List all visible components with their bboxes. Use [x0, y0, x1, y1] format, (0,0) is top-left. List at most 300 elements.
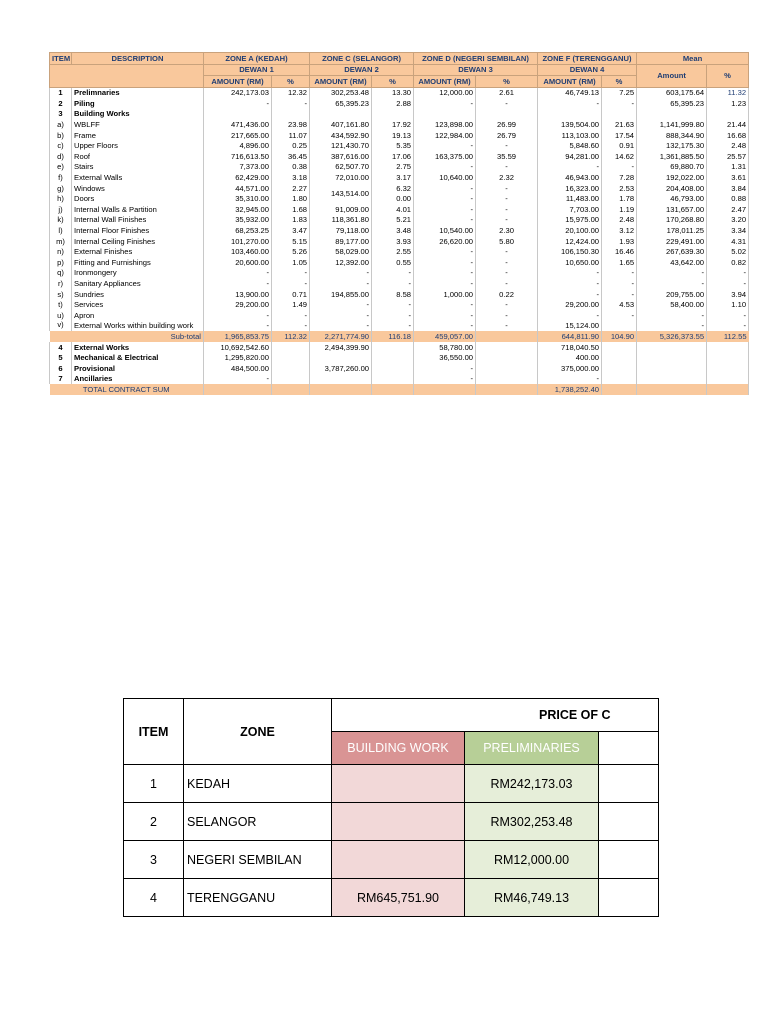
building-work-cell [332, 803, 465, 841]
pct-header: % [372, 76, 414, 88]
total-cell [637, 384, 707, 395]
table-row [50, 183, 749, 194]
amount-header: AMOUNT (RM) [538, 76, 602, 88]
total-cell [476, 384, 538, 395]
percent-cell: 2.48 [707, 141, 749, 152]
mean-amount-cell [637, 353, 707, 364]
percent-cell: 2.53 [602, 183, 637, 194]
table-row [50, 247, 749, 258]
amount-cell: - [414, 363, 476, 374]
amount-cell: 20,100.00 [538, 226, 602, 237]
building-work-header: BUILDING WORK [332, 732, 465, 765]
percent-cell: 1.49 [272, 300, 310, 311]
percent-cell: 1.65 [602, 257, 637, 268]
description-cell: Services [72, 300, 204, 311]
amount-cell: 1,141,999.80 [637, 120, 707, 131]
description-cell: Provisional [72, 363, 204, 374]
item-cell: s) [50, 289, 72, 300]
amount-cell: 35,932.00 [204, 215, 272, 226]
percent-cell: - [476, 204, 538, 215]
item-cell: t) [50, 300, 72, 311]
amount-cell: 29,200.00 [204, 300, 272, 311]
percent-cell: 3.18 [272, 173, 310, 184]
percent-cell: 21.44 [707, 120, 749, 131]
summary-blank-cell [599, 879, 659, 917]
percent-cell: 1.31 [707, 162, 749, 173]
amount-cell: - [204, 310, 272, 321]
percent-cell: - [372, 310, 414, 321]
amount-cell: - [414, 300, 476, 311]
table-row [50, 215, 749, 226]
amount-cell: - [204, 374, 272, 385]
amount-cell: 192,022.00 [637, 173, 707, 184]
amount-cell: - [637, 310, 707, 321]
mean-amount-cell [637, 363, 707, 374]
amount-cell: 603,175.64 [637, 87, 707, 98]
amount-cell: 29,200.00 [538, 300, 602, 311]
amount-cell: 2,494,399.90 [310, 342, 372, 353]
subtotal-percent [476, 331, 538, 342]
percent-cell: 0.55 [372, 257, 414, 268]
amount-cell: 471,436.00 [204, 120, 272, 131]
item-cell: d) [50, 151, 72, 162]
total-cell [310, 384, 372, 395]
summary-row [124, 803, 659, 841]
percent-cell: 12.32 [272, 87, 310, 98]
subtotal-amount: 644,811.90 [538, 331, 602, 342]
percent-cell: 2.30 [476, 226, 538, 237]
percent-cell: 23.98 [272, 120, 310, 131]
amount-cell: 3,787,260.00 [310, 363, 372, 374]
amount-cell: 209,755.00 [637, 289, 707, 300]
amount-cell: - [538, 278, 602, 289]
percent-cell: - [476, 98, 538, 109]
description-cell: Stairs [72, 162, 204, 173]
amount-cell: - [538, 98, 602, 109]
amount-cell: - [414, 310, 476, 321]
amount-cell [310, 353, 372, 364]
amount-cell: - [414, 98, 476, 109]
percent-cell [272, 353, 310, 364]
description-cell: Fitting and Furnishings [72, 257, 204, 268]
percent-cell: - [476, 215, 538, 226]
percent-cell: - [602, 98, 637, 109]
description-cell: Apron [72, 310, 204, 321]
amount-cell: 143,514.00 [310, 183, 372, 204]
percent-cell: 2.75 [372, 162, 414, 173]
amount-cell: 58,780.00 [414, 342, 476, 353]
percent-cell: - [476, 300, 538, 311]
percent-cell [602, 374, 637, 385]
percent-cell: - [707, 278, 749, 289]
item-cell: q) [50, 268, 72, 279]
item-cell: p) [50, 257, 72, 268]
description-cell: Internal Walls & Partition [72, 204, 204, 215]
mean-amount-cell [637, 374, 707, 385]
amount-cell: 1,000.00 [414, 289, 476, 300]
table-row [50, 257, 749, 268]
item-cell: m) [50, 236, 72, 247]
percent-cell: 17.06 [372, 151, 414, 162]
percent-cell: 19.13 [372, 130, 414, 141]
subtotal-amount: 5,326,373.55 [637, 331, 707, 342]
percent-cell [707, 109, 749, 120]
percent-cell: - [476, 310, 538, 321]
amount-cell: - [637, 321, 707, 332]
amount-cell: 36,550.00 [414, 353, 476, 364]
table-row [50, 194, 749, 205]
amount-cell: - [538, 289, 602, 300]
amount-cell: 101,270.00 [204, 236, 272, 247]
percent-cell: 6.32 [372, 183, 414, 194]
percent-cell: - [272, 268, 310, 279]
percent-cell: - [372, 268, 414, 279]
summary-item-cell: 2 [124, 803, 184, 841]
amount-cell: - [204, 321, 272, 332]
percent-cell: 1.19 [602, 204, 637, 215]
percent-cell: 1.68 [272, 204, 310, 215]
mean-amount-cell [637, 342, 707, 353]
table-row [50, 363, 749, 374]
percent-cell [372, 353, 414, 364]
amount-cell [310, 109, 372, 120]
item-cell: 2 [50, 98, 72, 109]
item-cell: f) [50, 173, 72, 184]
amount-cell: 65,395.23 [310, 98, 372, 109]
item-cell: j) [50, 204, 72, 215]
amount-header: AMOUNT (RM) [204, 76, 272, 88]
subtotal-percent: 104.90 [602, 331, 637, 342]
percent-cell: 5.35 [372, 141, 414, 152]
percent-cell [272, 342, 310, 353]
percent-cell: 0.82 [707, 257, 749, 268]
zone-c-header: ZONE C (SELANGOR) [310, 53, 414, 65]
percent-cell [476, 363, 538, 374]
percent-cell: 8.58 [372, 289, 414, 300]
description-cell: Internal Wall Finishes [72, 215, 204, 226]
amount-cell: 10,692,542.60 [204, 342, 272, 353]
table-row [50, 98, 749, 109]
zone-d-header: ZONE D (NEGERI SEMBILAN) [414, 53, 538, 65]
percent-cell: - [272, 310, 310, 321]
percent-cell: 1.80 [272, 194, 310, 205]
percent-cell: - [602, 289, 637, 300]
item-cell: 1 [50, 87, 72, 98]
percent-cell [476, 342, 538, 353]
description-cell: Internal Ceiling Finishes [72, 236, 204, 247]
percent-cell: - [372, 300, 414, 311]
total-amount: 1,738,252.40 [538, 384, 602, 395]
percent-cell: - [372, 321, 414, 332]
percent-cell: 4.01 [372, 204, 414, 215]
amount-cell: 15,124.00 [538, 321, 602, 332]
pct-header: % [602, 76, 637, 88]
percent-cell: 0.25 [272, 141, 310, 152]
amount-cell: 217,665.00 [204, 130, 272, 141]
percent-cell: 3.84 [707, 183, 749, 194]
mean-percent-cell [707, 342, 749, 353]
amount-cell: 1,361,885.50 [637, 151, 707, 162]
amount-cell: 43,642.00 [637, 257, 707, 268]
amount-cell: 62,507.70 [310, 162, 372, 173]
item-cell: n) [50, 247, 72, 258]
amount-cell: - [538, 162, 602, 173]
amount-cell: - [204, 98, 272, 109]
percent-cell [372, 109, 414, 120]
item-cell: c) [50, 141, 72, 152]
percent-cell: 11.32 [707, 87, 749, 98]
price-summary-crop [123, 698, 611, 912]
summary-row [124, 765, 659, 803]
summary-table-body [124, 765, 659, 917]
amount-cell: - [414, 278, 476, 289]
amount-cell: 106,150.30 [538, 247, 602, 258]
price-of-header: PRICE OF C [332, 699, 659, 732]
amount-cell: 12,000.00 [414, 87, 476, 98]
table-row [50, 204, 749, 215]
description-cell: Ancillaries [72, 374, 204, 385]
amount-cell: 12,424.00 [538, 236, 602, 247]
amount-cell: - [414, 194, 476, 205]
percent-cell: 11.07 [272, 130, 310, 141]
amount-cell: 68,253.25 [204, 226, 272, 237]
summary-blank-cell [599, 732, 659, 765]
table-row [50, 151, 749, 162]
table-row [50, 87, 749, 98]
item-cell: u) [50, 310, 72, 321]
amount-cell: - [414, 204, 476, 215]
percent-cell [476, 374, 538, 385]
item-cell: v) [50, 321, 72, 332]
percent-cell: 0.91 [602, 141, 637, 152]
total-label: TOTAL CONTRACT SUM [50, 384, 204, 395]
percent-cell: - [476, 194, 538, 205]
amount-cell: 7,703.00 [538, 204, 602, 215]
amount-cell: - [414, 215, 476, 226]
summary-header-row-1 [124, 699, 659, 732]
percent-cell: - [602, 278, 637, 289]
summary-item-cell: 4 [124, 879, 184, 917]
amount-cell: 11,483.00 [538, 194, 602, 205]
percent-cell: 2.61 [476, 87, 538, 98]
table-row [50, 120, 749, 131]
amount-cell: 15,975.00 [538, 215, 602, 226]
percent-cell: - [707, 310, 749, 321]
amount-cell: 94,281.00 [538, 151, 602, 162]
amount-cell: - [414, 162, 476, 173]
summary-zone-cell: SELANGOR [184, 803, 332, 841]
amount-cell [414, 109, 476, 120]
amount-cell: 32,945.00 [204, 204, 272, 215]
amount-cell: - [637, 268, 707, 279]
total-cell [372, 384, 414, 395]
pct-header: % [272, 76, 310, 88]
percent-cell: 1.05 [272, 257, 310, 268]
percent-cell: - [476, 247, 538, 258]
amount-cell: 91,009.00 [310, 204, 372, 215]
item-header: ITEM [50, 53, 72, 65]
percent-cell [372, 342, 414, 353]
pct-header: % [476, 76, 538, 88]
percent-cell: - [272, 278, 310, 289]
amount-cell: 178,011.25 [637, 226, 707, 237]
percent-cell: - [476, 183, 538, 194]
percent-cell [602, 321, 637, 332]
percent-cell [272, 363, 310, 374]
percent-cell: 3.48 [372, 226, 414, 237]
percent-cell [602, 109, 637, 120]
header-row-zones [50, 53, 749, 65]
percent-cell: 3.47 [272, 226, 310, 237]
percent-cell: 4.53 [602, 300, 637, 311]
percent-cell: 2.47 [707, 204, 749, 215]
percent-cell [602, 342, 637, 353]
item-cell: e) [50, 162, 72, 173]
summary-item-cell: 3 [124, 841, 184, 879]
percent-cell: 5.80 [476, 236, 538, 247]
percent-cell: - [372, 278, 414, 289]
percent-cell: 3.20 [707, 215, 749, 226]
amount-header: AMOUNT (RM) [310, 76, 372, 88]
percent-cell: 0.00 [372, 194, 414, 205]
amount-cell: 375,000.00 [538, 363, 602, 374]
amount-cell: 46,943.00 [538, 173, 602, 184]
percent-cell [602, 363, 637, 374]
amount-cell: - [538, 268, 602, 279]
percent-cell: 35.59 [476, 151, 538, 162]
percent-cell: 1.83 [272, 215, 310, 226]
amount-cell: 58,029.00 [310, 247, 372, 258]
amount-cell: 170,268.80 [637, 215, 707, 226]
item-cell: g) [50, 183, 72, 194]
percent-cell [272, 374, 310, 385]
percent-cell [602, 353, 637, 364]
subtotal-label: Sub-total [50, 331, 204, 342]
description-cell: Sanitary Appliances [72, 278, 204, 289]
amount-cell: - [310, 278, 372, 289]
amount-cell [204, 109, 272, 120]
mean-percent-cell [707, 374, 749, 385]
amount-cell: 400.00 [538, 353, 602, 364]
percent-cell: 0.88 [707, 194, 749, 205]
dewan-4-header: DEWAN 4 [538, 64, 637, 76]
amount-cell: 10,540.00 [414, 226, 476, 237]
building-work-cell [332, 765, 465, 803]
percent-cell: 17.92 [372, 120, 414, 131]
table-row [50, 278, 749, 289]
percent-cell: 25.57 [707, 151, 749, 162]
amount-cell: - [414, 141, 476, 152]
percent-cell: - [707, 268, 749, 279]
table-row [50, 162, 749, 173]
amount-cell: - [414, 321, 476, 332]
description-cell: Piling [72, 98, 204, 109]
amount-cell: 20,600.00 [204, 257, 272, 268]
total-cell [707, 384, 749, 395]
amount-cell: - [414, 268, 476, 279]
amount-cell: 434,592.90 [310, 130, 372, 141]
preliminaries-header: PRELIMINARIES [465, 732, 599, 765]
cost-breakdown-table [49, 52, 749, 395]
amount-cell: 10,640.00 [414, 173, 476, 184]
amount-cell: 131,657.00 [637, 204, 707, 215]
description-cell: Sundries [72, 289, 204, 300]
subtotal-row [50, 331, 749, 342]
amount-cell: - [637, 278, 707, 289]
percent-cell: - [476, 162, 538, 173]
amount-cell: 10,650.00 [538, 257, 602, 268]
mean-header: Mean [637, 53, 749, 65]
percent-cell: 1.93 [602, 236, 637, 247]
amount-cell: 46,793.00 [637, 194, 707, 205]
amount-cell: 484,500.00 [204, 363, 272, 374]
percent-cell: 5.02 [707, 247, 749, 258]
description-cell: Mechanical & Electrical [72, 353, 204, 364]
amount-cell: - [414, 247, 476, 258]
header-blank [50, 64, 204, 87]
amount-cell: 113,103.00 [538, 130, 602, 141]
percent-cell: - [707, 321, 749, 332]
amount-cell: - [204, 278, 272, 289]
percent-cell: 21.63 [602, 120, 637, 131]
percent-cell: 4.31 [707, 236, 749, 247]
amount-cell: 204,408.00 [637, 183, 707, 194]
percent-cell: - [602, 310, 637, 321]
amount-cell [538, 109, 602, 120]
amount-cell: 46,749.13 [538, 87, 602, 98]
header-row-dewan [50, 64, 749, 76]
percent-cell: 3.17 [372, 173, 414, 184]
summary-zone-cell: KEDAH [184, 765, 332, 803]
summary-zone-cell: NEGERI SEMBILAN [184, 841, 332, 879]
description-cell: Doors [72, 194, 204, 205]
percent-cell [372, 363, 414, 374]
percent-cell: 2.27 [272, 183, 310, 194]
amount-cell: 1,295,820.00 [204, 353, 272, 364]
dewan-1-header: DEWAN 1 [204, 64, 310, 76]
percent-cell: 16.46 [602, 247, 637, 258]
amount-cell: 163,375.00 [414, 151, 476, 162]
table-row [50, 321, 749, 332]
percent-cell: 14.62 [602, 151, 637, 162]
table-row [50, 374, 749, 385]
percent-cell: - [476, 278, 538, 289]
item-cell: 7 [50, 374, 72, 385]
total-cell [414, 384, 476, 395]
description-cell: External Walls [72, 173, 204, 184]
cost-table-body [50, 87, 749, 395]
table-row [50, 141, 749, 152]
item-cell: 4 [50, 342, 72, 353]
amount-cell: - [204, 268, 272, 279]
amount-cell: 62,429.00 [204, 173, 272, 184]
preliminaries-cell: RM46,749.13 [465, 879, 599, 917]
percent-cell [476, 353, 538, 364]
summary-blank-cell [599, 765, 659, 803]
item-cell: h) [50, 194, 72, 205]
percent-cell: 0.71 [272, 289, 310, 300]
summary-blank-cell [599, 841, 659, 879]
total-cell [204, 384, 272, 395]
percent-cell: - [602, 162, 637, 173]
amount-cell: 716,613.50 [204, 151, 272, 162]
item-cell: 3 [50, 109, 72, 120]
percent-cell: - [272, 98, 310, 109]
subtotal-amount: 459,057.00 [414, 331, 476, 342]
percent-cell: - [476, 268, 538, 279]
amount-cell: 65,395.23 [637, 98, 707, 109]
summary-blank-cell [599, 803, 659, 841]
